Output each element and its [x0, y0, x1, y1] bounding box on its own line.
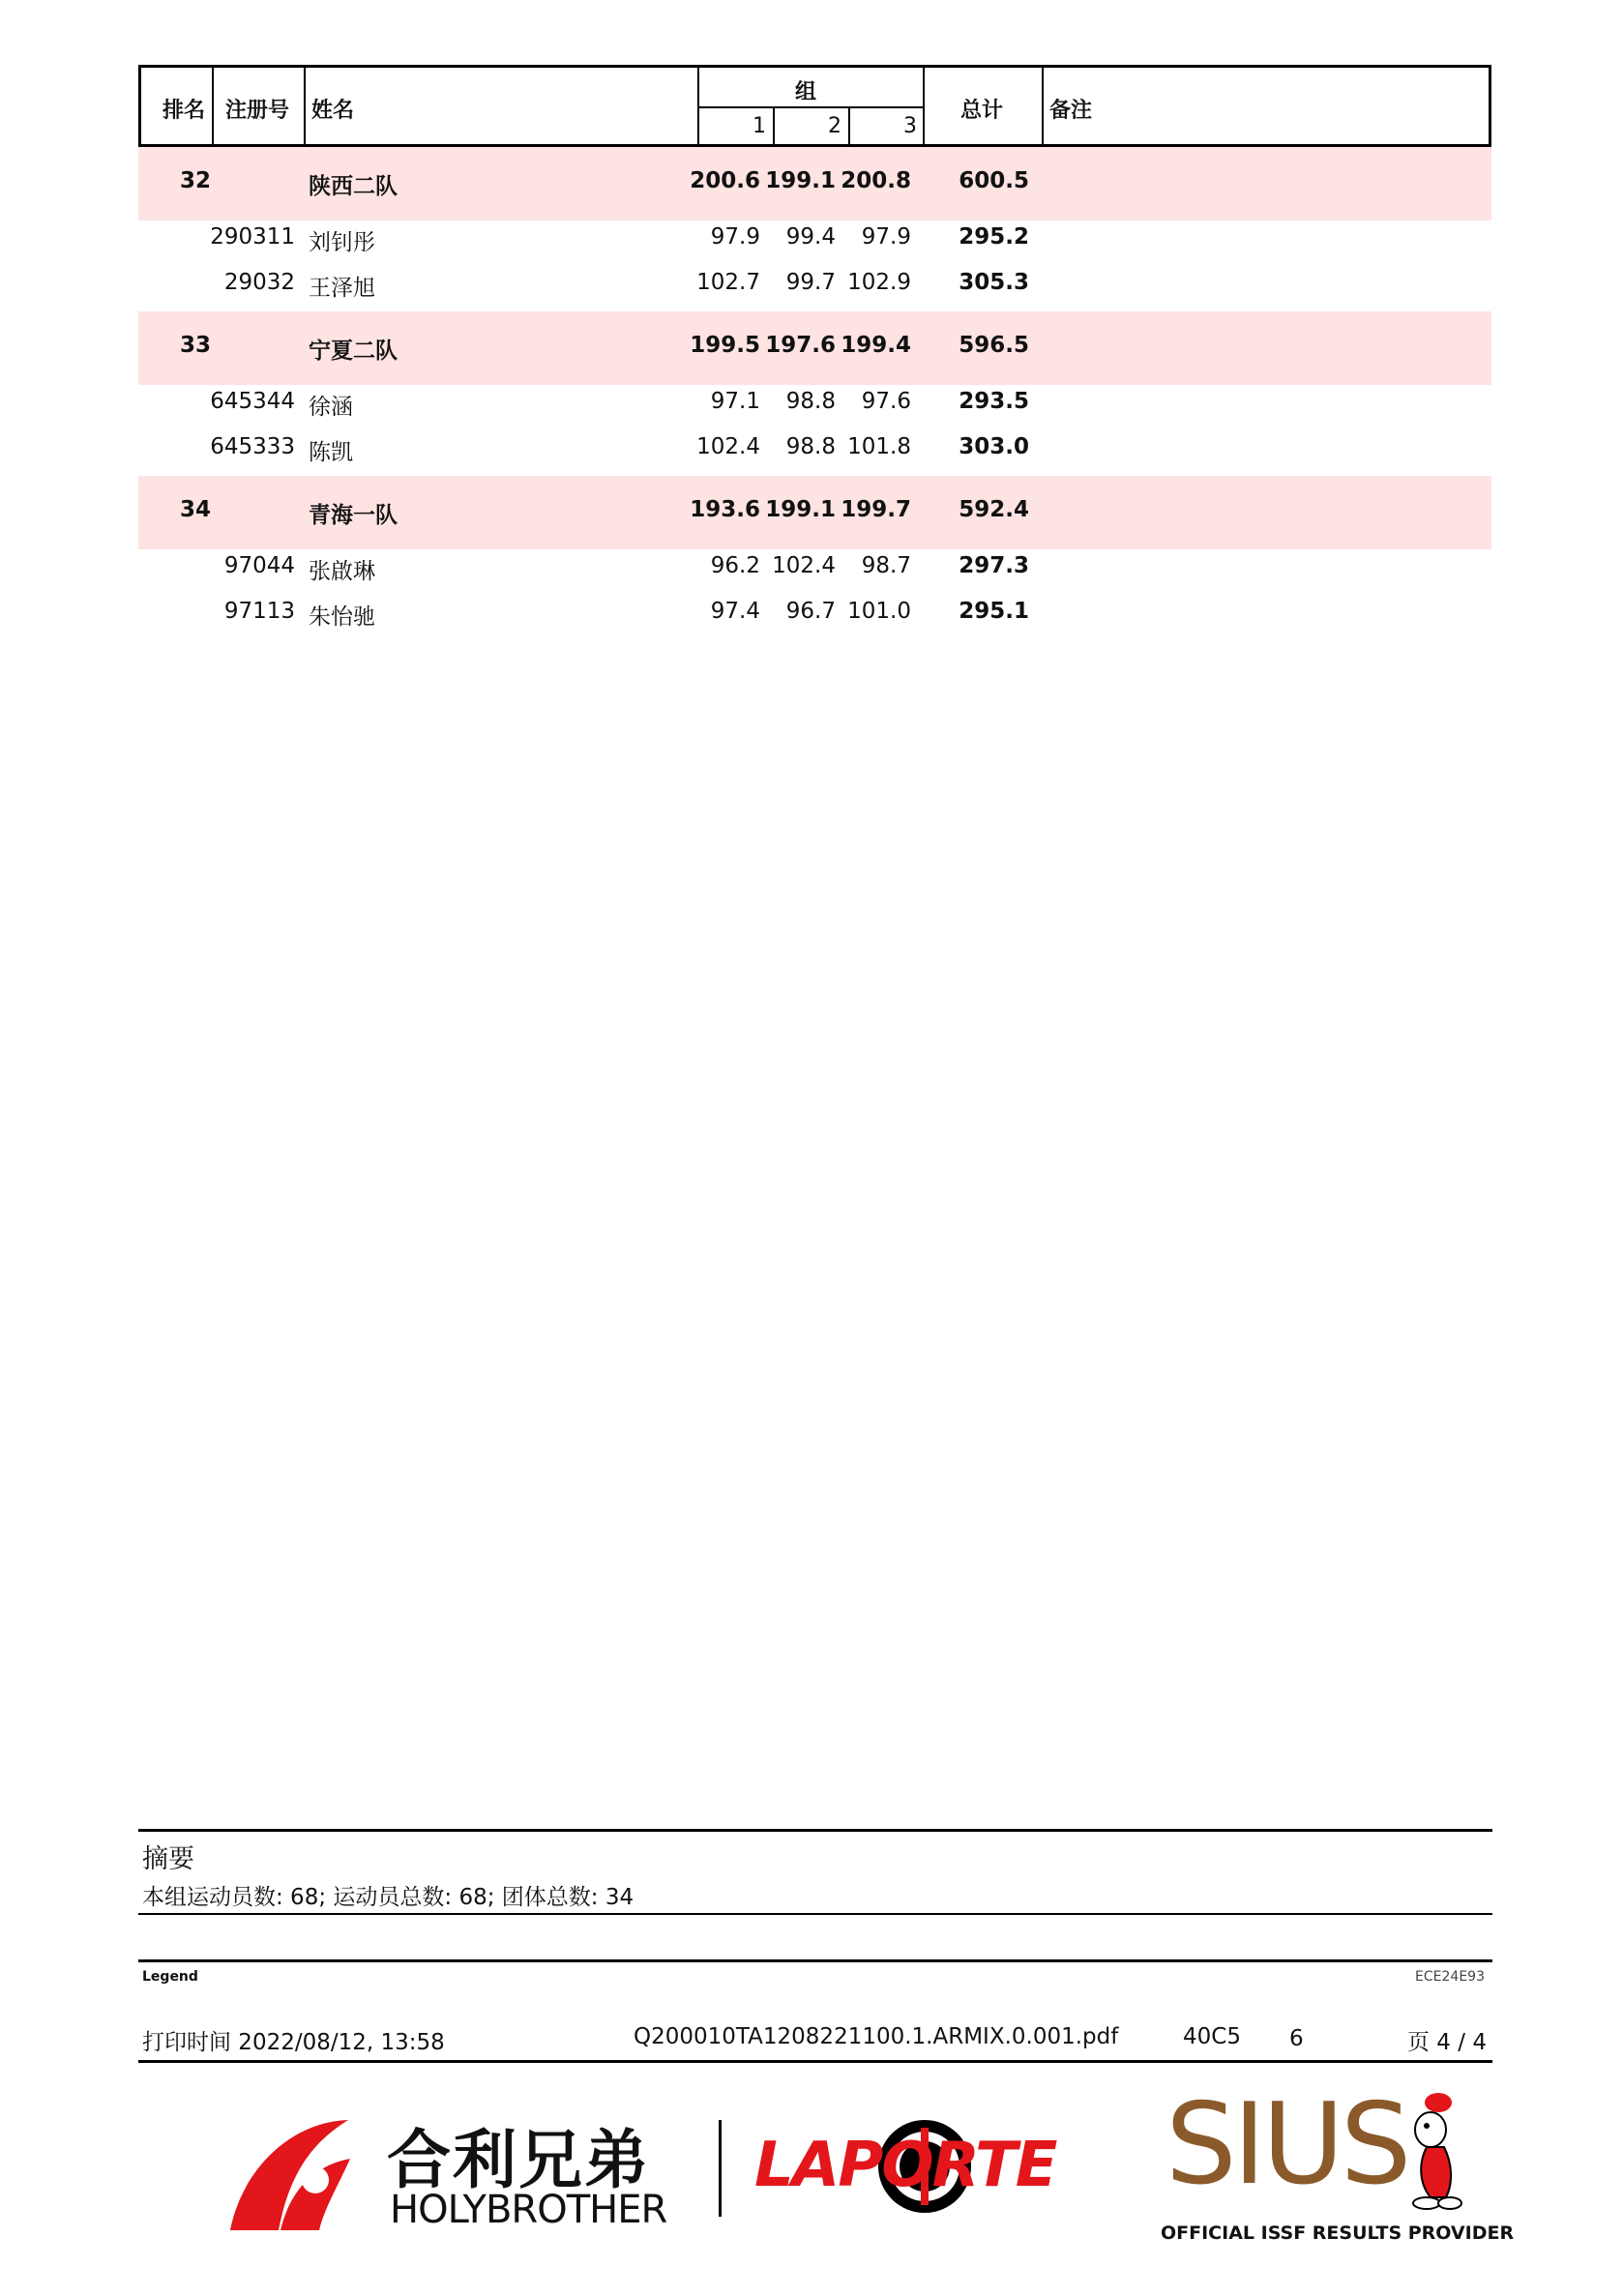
sius-brand: SIUS — [1166, 2079, 1408, 2210]
header-rank: 排名 — [162, 99, 206, 123]
ref-number: 6 — [1289, 2026, 1304, 2051]
athlete-series-2: 98.8 — [785, 389, 836, 414]
athlete-name: 刘钊彤 — [309, 230, 375, 255]
athlete-name: 张啟琳 — [309, 559, 375, 584]
holybrother-english-name: HOLYBROTHER — [390, 2188, 667, 2232]
page-number: 页 4 / 4 — [1407, 2030, 1487, 2055]
athlete-name: 徐涵 — [309, 395, 353, 420]
header-series: 组 — [795, 80, 817, 104]
footer-rule — [138, 2060, 1492, 2063]
header-series-3: 3 — [903, 114, 917, 138]
divider — [212, 68, 214, 144]
athlete-series-3: 101.8 — [847, 434, 911, 459]
team-row — [138, 147, 1491, 221]
header-series-1: 1 — [752, 114, 766, 138]
ref-code: 40C5 — [1183, 2024, 1241, 2049]
doc-code: ECE24E93 — [1415, 1969, 1485, 1985]
athlete-series-2: 98.8 — [785, 434, 836, 459]
holybrother-logo-icon — [222, 2112, 358, 2238]
summary-text: 本组运动员数: 68; 运动员总数: 68; 团体总数: 34 — [142, 1885, 634, 1910]
team-total: 600.5 — [959, 168, 1029, 193]
header-total: 总计 — [960, 99, 1004, 123]
divider — [773, 106, 775, 144]
sius-mascot-icon — [1398, 2089, 1475, 2215]
athlete-id: 29032 — [223, 270, 295, 295]
athlete-series-2: 99.7 — [785, 270, 836, 295]
team-row — [138, 311, 1491, 385]
athlete-series-3: 97.9 — [861, 224, 911, 250]
athlete-total: 303.0 — [959, 434, 1029, 459]
divider — [697, 106, 923, 108]
team-rank: 33 — [180, 333, 212, 358]
team-total: 596.5 — [959, 333, 1029, 358]
sius-tagline: OFFICIAL ISSF RESULTS PROVIDER — [1161, 2222, 1515, 2244]
team-series-3: 200.8 — [841, 168, 911, 193]
team-series-2: 199.1 — [765, 497, 836, 522]
athlete-row — [138, 266, 1491, 311]
athlete-name: 朱怡驰 — [309, 604, 375, 630]
athlete-series-2: 96.7 — [785, 599, 836, 624]
athlete-row — [138, 549, 1491, 595]
team-total: 592.4 — [959, 497, 1029, 522]
holybrother-chinese-name: 合利兄弟 — [387, 2123, 650, 2197]
athlete-series-3: 101.0 — [847, 599, 911, 624]
team-series-3: 199.7 — [841, 497, 911, 522]
sponsor-logos — [0, 2079, 1623, 2296]
athlete-name: 陈凯 — [309, 440, 353, 465]
divider — [848, 106, 850, 144]
athlete-series-2: 102.4 — [772, 553, 836, 578]
team-series-3: 199.4 — [841, 333, 911, 358]
legend-label: Legend — [142, 1969, 198, 1985]
athlete-series-1: 96.2 — [710, 553, 760, 578]
athlete-series-1: 97.4 — [710, 599, 760, 624]
team-series-1: 200.6 — [690, 168, 760, 193]
divider — [1042, 68, 1044, 144]
header-remarks: 备注 — [1049, 99, 1093, 123]
header-reg-no: 注册号 — [225, 99, 290, 123]
athlete-series-1: 102.7 — [696, 270, 760, 295]
team-row — [138, 476, 1491, 549]
athlete-row — [138, 221, 1491, 266]
athlete-row — [138, 385, 1491, 430]
athlete-total: 295.2 — [959, 224, 1029, 250]
athlete-series-2: 99.4 — [785, 224, 836, 250]
athlete-series-1: 97.1 — [710, 389, 760, 414]
results-table-header — [138, 65, 1491, 147]
summary-top-rule — [138, 1829, 1492, 1832]
divider — [304, 68, 306, 144]
summary-title: 摘要 — [142, 1844, 194, 1874]
athlete-series-3: 97.6 — [861, 389, 911, 414]
team-name: 青海一队 — [309, 503, 398, 528]
athlete-series-3: 98.7 — [861, 553, 911, 578]
athlete-id: 645333 — [210, 434, 295, 459]
athlete-series-1: 97.9 — [710, 224, 760, 250]
athlete-total: 297.3 — [959, 553, 1029, 578]
athlete-row — [138, 430, 1491, 476]
team-series-2: 197.6 — [765, 333, 836, 358]
file-name: Q200010TA1208221100.1.ARMIX.0.001.pdf — [634, 2024, 1119, 2049]
header-series-2: 2 — [828, 114, 841, 138]
print-time: 打印时间 2022/08/12, 13:58 — [142, 2030, 445, 2055]
logo-divider — [719, 2120, 722, 2217]
team-name: 宁夏二队 — [309, 339, 398, 364]
team-series-2: 199.1 — [765, 168, 836, 193]
summary-bottom-rule — [138, 1913, 1492, 1915]
laporte-brand: LAPORTE — [754, 2130, 1056, 2201]
team-rank: 34 — [180, 497, 212, 522]
athlete-total: 293.5 — [959, 389, 1029, 414]
divider — [923, 68, 925, 144]
athlete-id: 290311 — [210, 224, 295, 250]
team-name: 陕西二队 — [309, 174, 398, 199]
team-rank: 32 — [180, 168, 212, 193]
athlete-row — [138, 595, 1491, 640]
legend-rule — [138, 1959, 1492, 1962]
athlete-name: 王泽旭 — [309, 276, 375, 301]
athlete-id: 97113 — [223, 599, 295, 624]
athlete-total: 305.3 — [959, 270, 1029, 295]
athlete-series-1: 102.4 — [696, 434, 760, 459]
athlete-series-3: 102.9 — [847, 270, 911, 295]
team-series-1: 193.6 — [690, 497, 760, 522]
athlete-total: 295.1 — [959, 599, 1029, 624]
team-series-1: 199.5 — [690, 333, 760, 358]
header-name: 姓名 — [311, 99, 355, 123]
athlete-id: 97044 — [223, 553, 295, 578]
athlete-id: 645344 — [210, 389, 295, 414]
